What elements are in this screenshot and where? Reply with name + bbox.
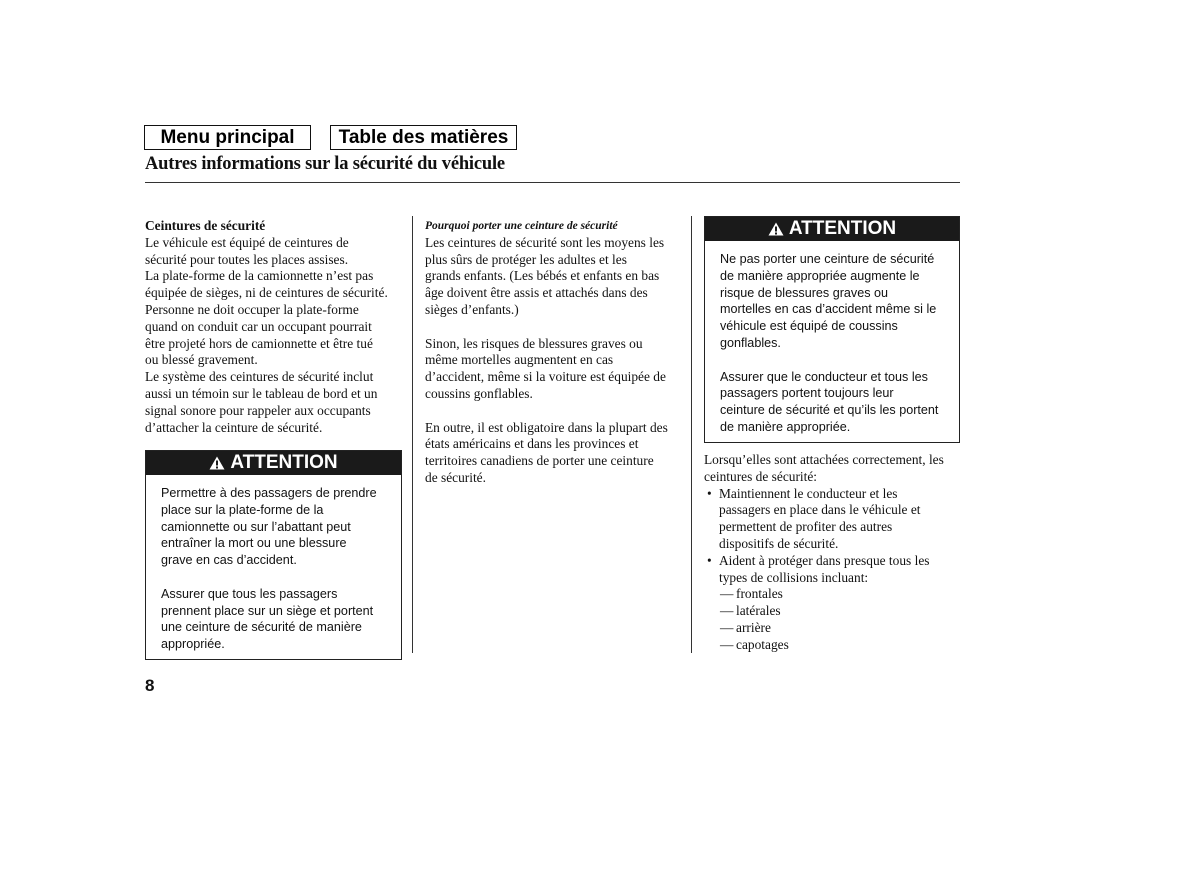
text-line: appropriée. xyxy=(161,637,225,652)
paragraph-gap xyxy=(425,403,685,420)
text-line: Les ceintures de sécurité sont les moyens les xyxy=(425,234,665,250)
text-line: ou blessé gravement. xyxy=(145,352,258,368)
text-line: Le véhicule est équipé de ceintures de xyxy=(145,234,349,250)
dash-mark: — xyxy=(720,636,734,652)
middle-column xyxy=(425,218,685,487)
text-line: mortelles en cas d’accident même si le xyxy=(720,302,937,317)
text-line: Assurer que le conducteur et tous les xyxy=(720,369,928,384)
text-line: passagers portent toujours leur xyxy=(720,386,894,401)
bullet-mark: • xyxy=(707,552,712,568)
text-line: d’attacher la ceinture de sécurité. xyxy=(145,419,323,435)
text-line: signal sonore pour rappeler aux occupants xyxy=(145,402,371,418)
warning-body xyxy=(146,475,401,659)
text-line: Ne pas porter une ceinture de sécurité xyxy=(720,252,935,266)
text-line: même mortelles augmentent en cas xyxy=(425,352,614,368)
dash-mark: — xyxy=(720,586,734,602)
list-item xyxy=(704,620,960,637)
right-column xyxy=(704,452,960,654)
text-line: passagers en place dans le véhicule et xyxy=(719,502,921,518)
text-line: de manière appropriée augmente le xyxy=(720,268,920,283)
text-line: aussi un témoin sur le tableau de bord et un xyxy=(145,385,378,401)
seat-belts-heading: Ceintures de sécurité xyxy=(145,218,266,233)
text-line: être projeté hors de camionnette et être tué xyxy=(145,335,373,351)
list-item xyxy=(704,553,960,587)
text-line: Personne ne doit occuper la plate-forme xyxy=(145,301,359,317)
text-line: ceintures de sécurité: xyxy=(704,468,818,484)
text-line: dispositifs de sécurité. xyxy=(719,535,839,551)
column-divider xyxy=(691,216,692,653)
collision-type: frontales xyxy=(736,586,783,602)
collision-type: arrière xyxy=(736,619,771,635)
text-line: d’accident, même si la voiture est équipée de xyxy=(425,369,666,385)
text-line: En outre, il est obligatoire dans la plupart des xyxy=(425,419,668,435)
warning-body xyxy=(705,241,959,442)
warning-paragraph xyxy=(161,586,386,653)
text-line: Permettre à des passagers de prendre xyxy=(161,486,377,500)
text-line: grave en cas d’accident. xyxy=(161,553,297,568)
warning-paragraph xyxy=(720,251,944,352)
text-line: entraîner la mort ou une blessure xyxy=(161,536,347,551)
list-item xyxy=(704,603,960,620)
list-item xyxy=(704,637,960,654)
text-line: prennent place sur un siège et portent xyxy=(161,603,374,618)
text-line: permettent de profiter des autres xyxy=(719,519,893,535)
text-line: Sinon, les risques de blessures graves ou xyxy=(425,335,643,351)
text-line: Lorsqu’elles sont attachées correctement, les xyxy=(704,452,944,467)
warning-box-seat-belt xyxy=(704,216,960,443)
dash-mark: — xyxy=(720,603,734,619)
collision-type: latérales xyxy=(736,603,781,619)
warning-paragraph xyxy=(161,485,386,569)
text-line: plus sûrs de protéger les adultes et les xyxy=(425,251,627,267)
text-line: Maintiennent le conducteur et les xyxy=(719,485,898,501)
why-wear-heading: Pourquoi porter une ceinture de sécurité xyxy=(425,220,618,232)
text-line: sécurité pour toutes les places assises. xyxy=(145,251,349,267)
table-of-contents-button[interactable]: Table des matières xyxy=(330,125,517,150)
left-column xyxy=(145,218,407,436)
warning-box-cargo-bed xyxy=(145,450,402,660)
text-line: états américains et dans les provinces et xyxy=(425,436,639,452)
warning-header xyxy=(146,451,401,475)
text-line: de sécurité. xyxy=(425,469,486,485)
column-divider xyxy=(412,216,413,653)
text-line: gonflables. xyxy=(720,335,781,350)
text-line: grands enfants. (Les bébés et enfants en bas xyxy=(425,268,660,284)
warning-triangle-icon xyxy=(209,456,225,470)
paragraph-gap xyxy=(425,319,685,336)
text-line: de manière appropriée. xyxy=(720,419,851,434)
text-line: coussins gonflables. xyxy=(425,385,533,401)
main-menu-button[interactable]: Menu principal xyxy=(144,125,311,150)
list-item xyxy=(704,486,960,553)
dash-mark: — xyxy=(720,619,734,635)
text-line: sièges d’enfants.) xyxy=(425,301,519,317)
text-line: La plate-forme de la camionnette n’est pas xyxy=(145,268,374,284)
warning-paragraph xyxy=(720,369,944,436)
collision-type: capotages xyxy=(736,636,789,652)
text-line: véhicule est équipé de coussins xyxy=(720,319,898,334)
warning-title: ATTENTION xyxy=(230,452,338,473)
warning-title: ATTENTION xyxy=(788,218,897,239)
section-title: Autres informations sur la sécurité du véhicule xyxy=(145,154,505,174)
text-line: territoires canadiens de porter une ceinture xyxy=(425,453,654,469)
text-line: ceinture de sécurité et qu’ils les portent xyxy=(720,403,939,418)
list-item xyxy=(704,586,960,603)
text-line: Le système des ceintures de sécurité inclut xyxy=(145,369,374,385)
text-line: quand on conduit car un occupant pourrait xyxy=(145,318,372,334)
text-line: camionnette ou sur l’abattant peut xyxy=(161,519,351,534)
warning-header xyxy=(705,217,959,241)
text-line: types de collisions incluant: xyxy=(719,569,869,585)
title-divider xyxy=(145,182,960,183)
text-line: âge doivent être assis et attachés dans des xyxy=(425,285,648,301)
warning-triangle-icon xyxy=(768,222,784,236)
text-line: équipée de sièges, ni de ceintures de sécurité. xyxy=(145,285,388,301)
bullet-mark: • xyxy=(707,485,712,501)
text-line: place sur la plate-forme de la xyxy=(161,502,324,517)
page-number: 8 xyxy=(145,676,155,695)
text-line: risque de blessures graves ou xyxy=(720,285,889,300)
text-line: Assurer que tous les passagers xyxy=(161,586,338,601)
text-line: une ceinture de sécurité de manière xyxy=(161,620,362,635)
text-line: Aident à protéger dans presque tous les xyxy=(719,552,930,568)
